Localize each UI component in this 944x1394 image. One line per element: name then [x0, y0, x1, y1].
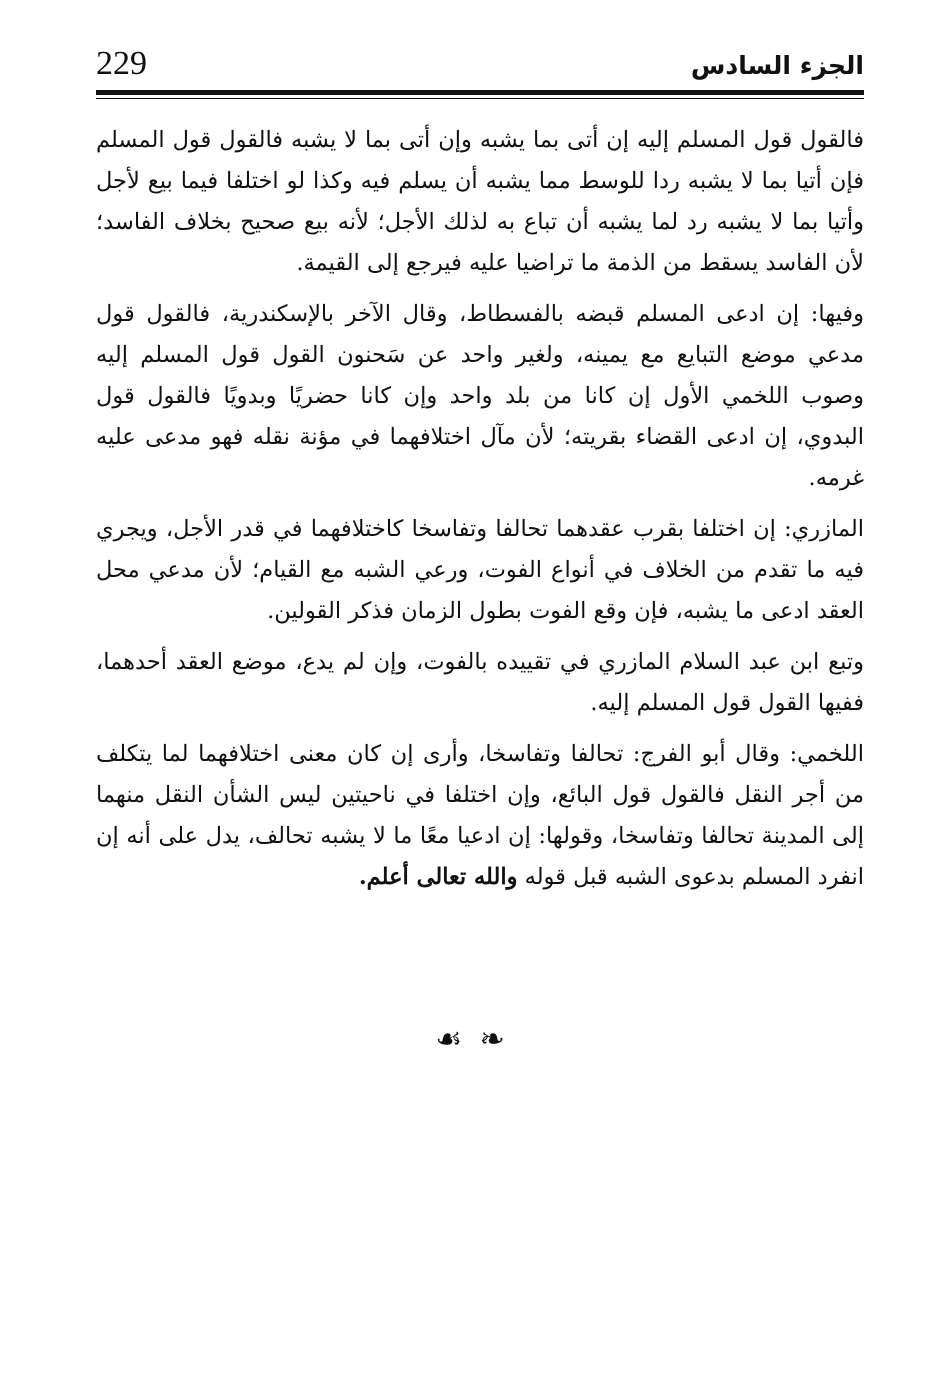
page-header — [96, 40, 864, 88]
ornament-divider: ☙ ❧ — [435, 1022, 509, 1057]
closing-phrase: والله تعالى أعلم. — [358, 864, 518, 890]
running-title: الجزء السادس — [690, 51, 864, 80]
paragraph-1: فالقول قول المسلم إليه إن أتى بما يشبه وإن أتى بما لا يشبه فالقول قول المسلم فإن أتيا بما لا يشبه ردا للوسط مما يشبه أن يسلم فيه وكذا لو اختلفا فيما بيع لأجل وأتيا بما لا يشبه رد لما يشبه أن تباع به لذلك الأجل؛ لأنه بيع صحيح بخلاف الفاسد؛ لأن الفاسد يسقط من الذمة ما تراضيا عليه فيرجع إلى القيمة. — [96, 127, 864, 276]
header-rule-thick — [96, 90, 864, 95]
paragraph-2: وفيها: إن ادعى المسلم قبضه بالفسطاط، وقال الآخر بالإسكندرية، فالقول قول مدعي موضع التبايع مع يمينه، ولغير واحد عن سَحنون القول قول المسلم إليه وصوب اللخمي الأول إن كانا من بلد واحد وإن كانا حضريًا وبدويًا فالقول قول البدوي، إن ادعى القضاء بقريته؛ لأن مآل اختلافهما في مؤنة نقله فهو مدعى عليه غرمه. — [96, 301, 864, 491]
page-number: 229 — [96, 45, 147, 82]
paragraph-5-text: اللخمي: وقال أبو الفرج: تحالفا وتفاسخا، وأرى إن كان معنى اختلافهما لما يتكلف من أجر النقل فالقول قول البائع، وإن اختلفا في ناحيتين ليس الشأن النقل منهما إلى المدينة تحالفا وتفاسخا، وقولها: إن ادعيا معًا ما لا يشبه تحالف، يدل على أنه إن انفرد المسلم بدعوى الشبه قبل قوله — [96, 741, 864, 890]
body-text — [96, 120, 864, 908]
paragraph-5 — [96, 734, 864, 898]
header-rule-thin — [96, 98, 864, 99]
page — [96, 40, 864, 890]
paragraph-4: وتبع ابن عبد السلام المازري في تقييده بالفوت، وإن لم يدع، موضع العقد أحدهما، ففيها القول قول المسلم إليه. — [96, 649, 864, 716]
paragraph-3: المازري: إن اختلفا بقرب عقدهما تحالفا وتفاسخا كاختلافهما في قدر الأجل، ويجري فيه ما تقدم من الخلاف في أنواع الفوت، ورعي الشبه مع القيام؛ لأن مدعي محل العقد ادعى ما يشبه، فإن وقع الفوت بطول الزمان فذكر القولين. — [96, 516, 864, 624]
